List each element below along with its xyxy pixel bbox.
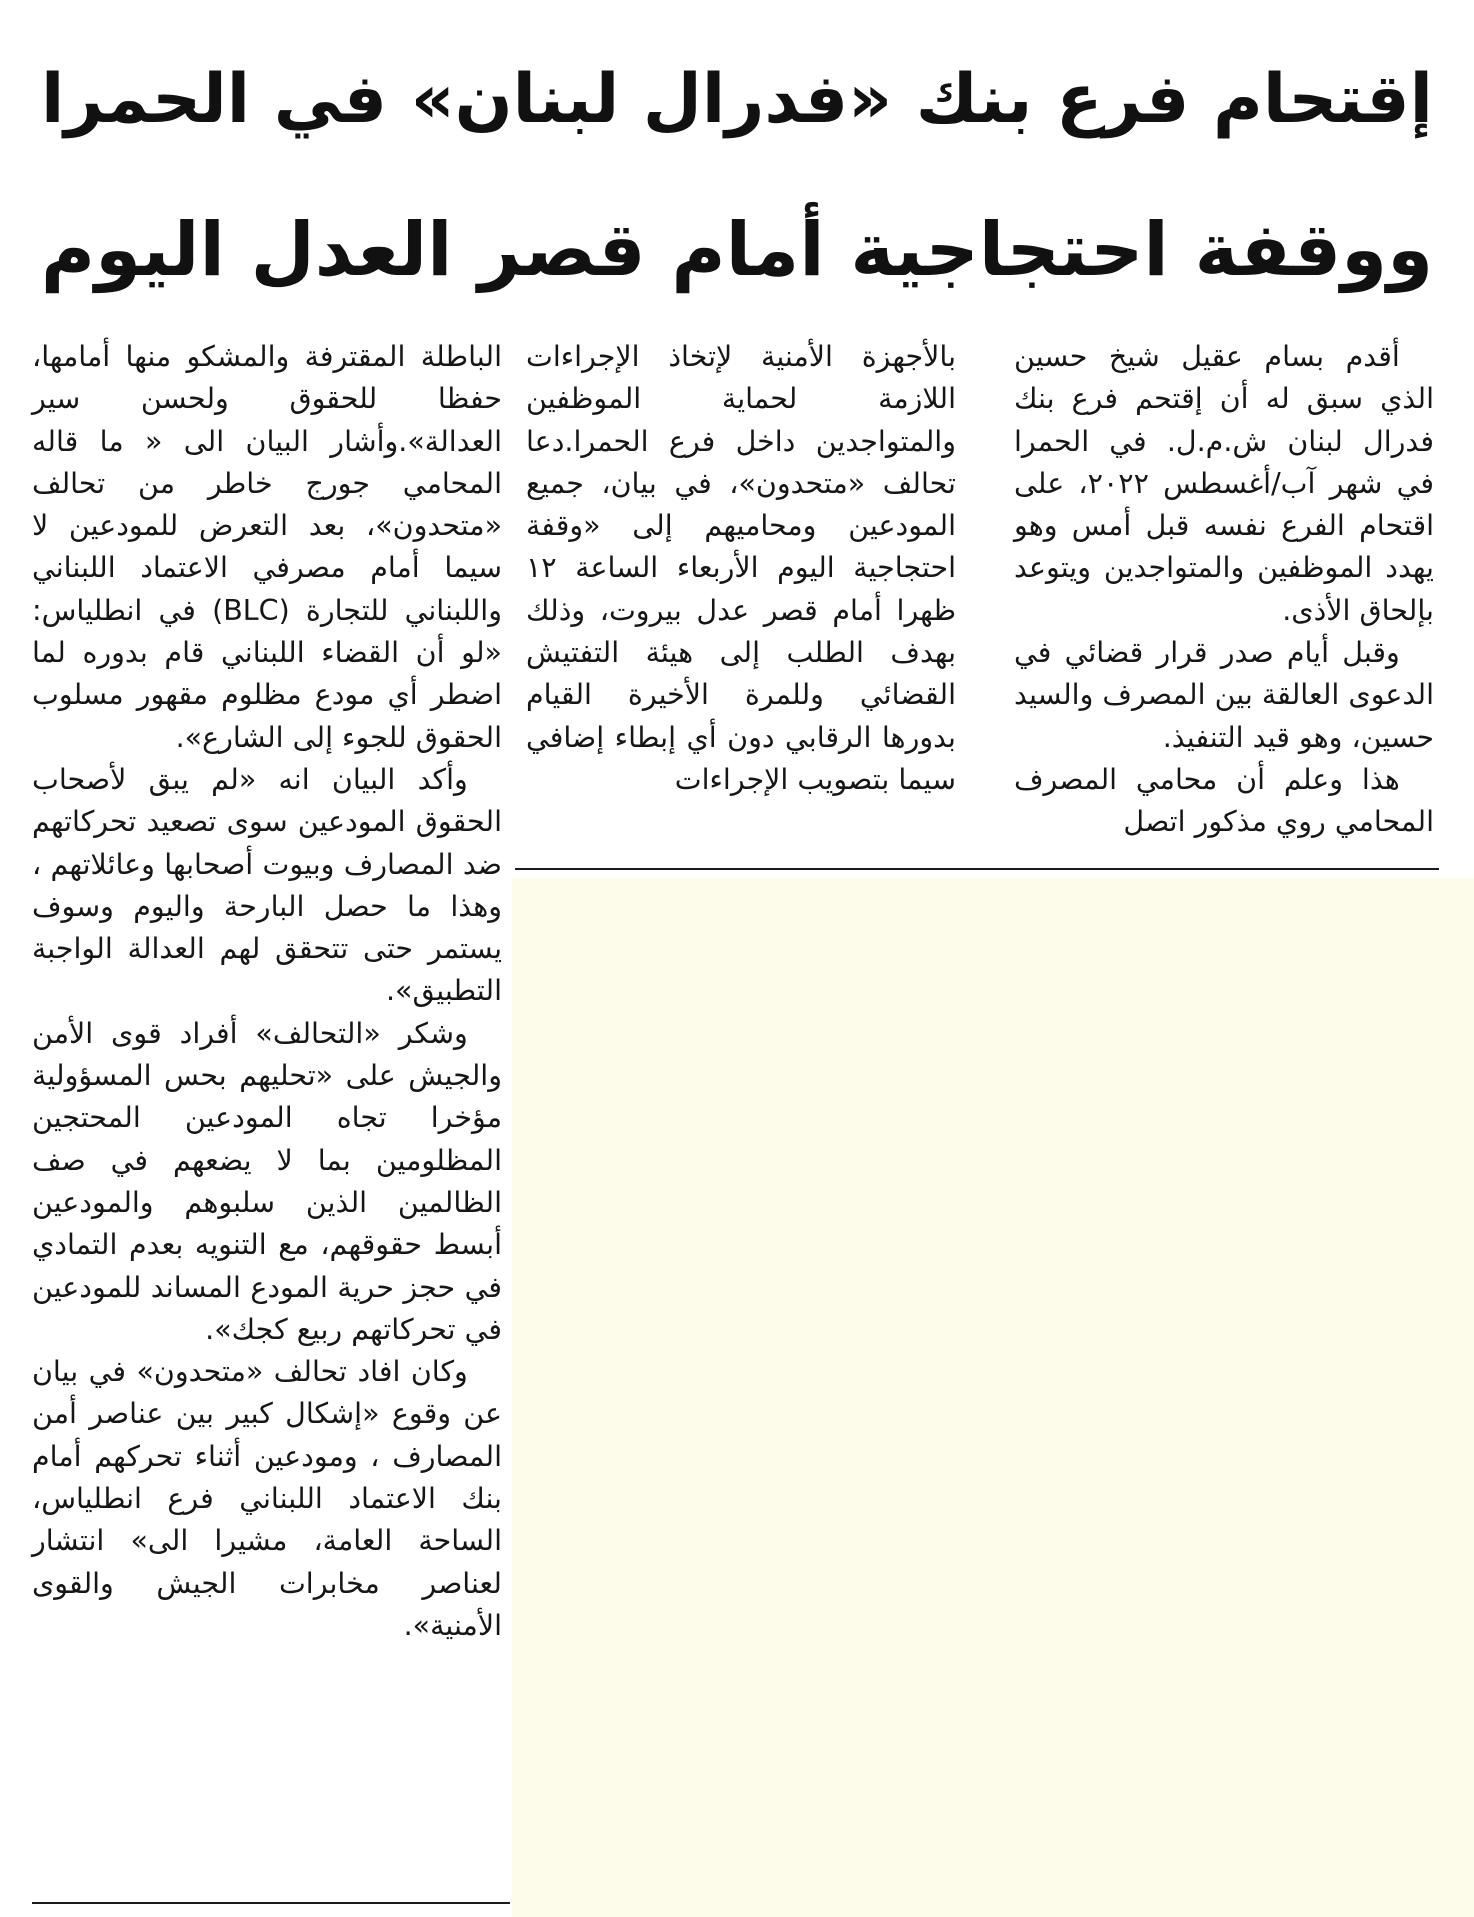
paragraph: وقبل أيام صدر قرار قضائي في الدعوى العالقة بين المصرف والسيد حسين، وهو قيد التنفيذ. xyxy=(1014,636,1434,754)
column-divider-rule xyxy=(515,868,1439,870)
paragraph: الباطلة المقترفة والمشكو منها أمامها، حفظا للحقوق ولحسن سير العدالة».وأشار البيان الى « ما قاله المحامي جورج خاطر من تحالف «متحدون»، بعد التعرض للمودعين لا سيما أمام مصرفي الاعتماد اللبناني واللبناني للتجارة (BLC) في انطلياس: «لو أن القضاء اللبناني قام بدوره لما اضطر أي مودع مظلوم مقهور مسلوب الحقوق للجوء إلى الشارع». xyxy=(32,340,502,754)
paragraph: وكان افاد تحالف «متحدون» في بيان عن وقوع «إشكال كبير بين عناصر أمن المصارف ، ومودعين أثناء تحركهم أمام بنك الاعتماد اللبناني فرع انطلياس، الساحة العامة، مشيرا الى» انتشار لعناصر مخابرات الجيش والقوى الأمنية». xyxy=(32,1355,502,1642)
paragraph: بالأجهزة الأمنية لإتخاذ الإجراءات اللازمة لحماية الموظفين والمتواجدين داخل فرع الحمرا.دعا تحالف «متحدون»، في بيان، جميع المودعين ومحاميهم إلى «وقفة احتجاجية اليوم الأربعاء الساعة ١٢ ظهرا أمام قصر عدل بيروت، وذلك بهدف الطلب إلى هيئة التفتيش القضائي وللمرة الأخيرة القيام بدورها الرقابي دون أي إبطاء إضافي سيما بتصويب الإجراءات xyxy=(526,340,956,796)
bottom-rule xyxy=(32,1902,510,1904)
article-column-right xyxy=(1014,336,1434,846)
headline-line-2: ووقفة احتجاجية أمام قصر العدل اليوم xyxy=(40,207,1434,293)
paragraph: أقدم بسام عقيل شيخ حسين الذي سبق له أن إقتحم فرع بنك فدرال لبنان ش.م.ل. في الحمرا في شهر آب/أغسطس ٢٠٢٢، على اقتحام الفرع نفسه قبل أمس وهو يهدد الموظفين والمتواجدين ويتوعد بإلحاق الأذى. xyxy=(1014,340,1435,627)
image-placeholder-area xyxy=(512,878,1474,1917)
paragraph: وشكر «التحالف» أفراد قوى الأمن والجيش على «تحليهم بحس المسؤولية مؤخرا تجاه المودعين المحتجين المظلومين بما لا يضعهم في صف الظالمين الذين سلبوهم والمودعين أبسط حقوقهم، مع التنويه بعدم التمادي في حجز حرية المودع المساند للمودعين في تحركاتهم ربيع كجك». xyxy=(32,1016,502,1346)
headline-line-1: إقتحام فرع بنك «فدرال لبنان» في الحمرا xyxy=(40,60,1433,139)
paragraph: هذا وعلم أن محامي المصرف المحامي روي مذكور اتصل xyxy=(1014,762,1434,839)
article-column-middle xyxy=(526,336,956,846)
article-column-left xyxy=(32,336,502,1876)
paragraph: وأكد البيان انه «لم يبق لأصحاب الحقوق المودعين سوى تصعيد تحركاتهم ضد المصارف وبيوت أصحابها وعائلاتهم ، وهذا ما حصل البارحة واليوم وسوف يستمر حتى تتحقق لهم العدالة الواجبة التطبيق». xyxy=(32,762,502,1008)
